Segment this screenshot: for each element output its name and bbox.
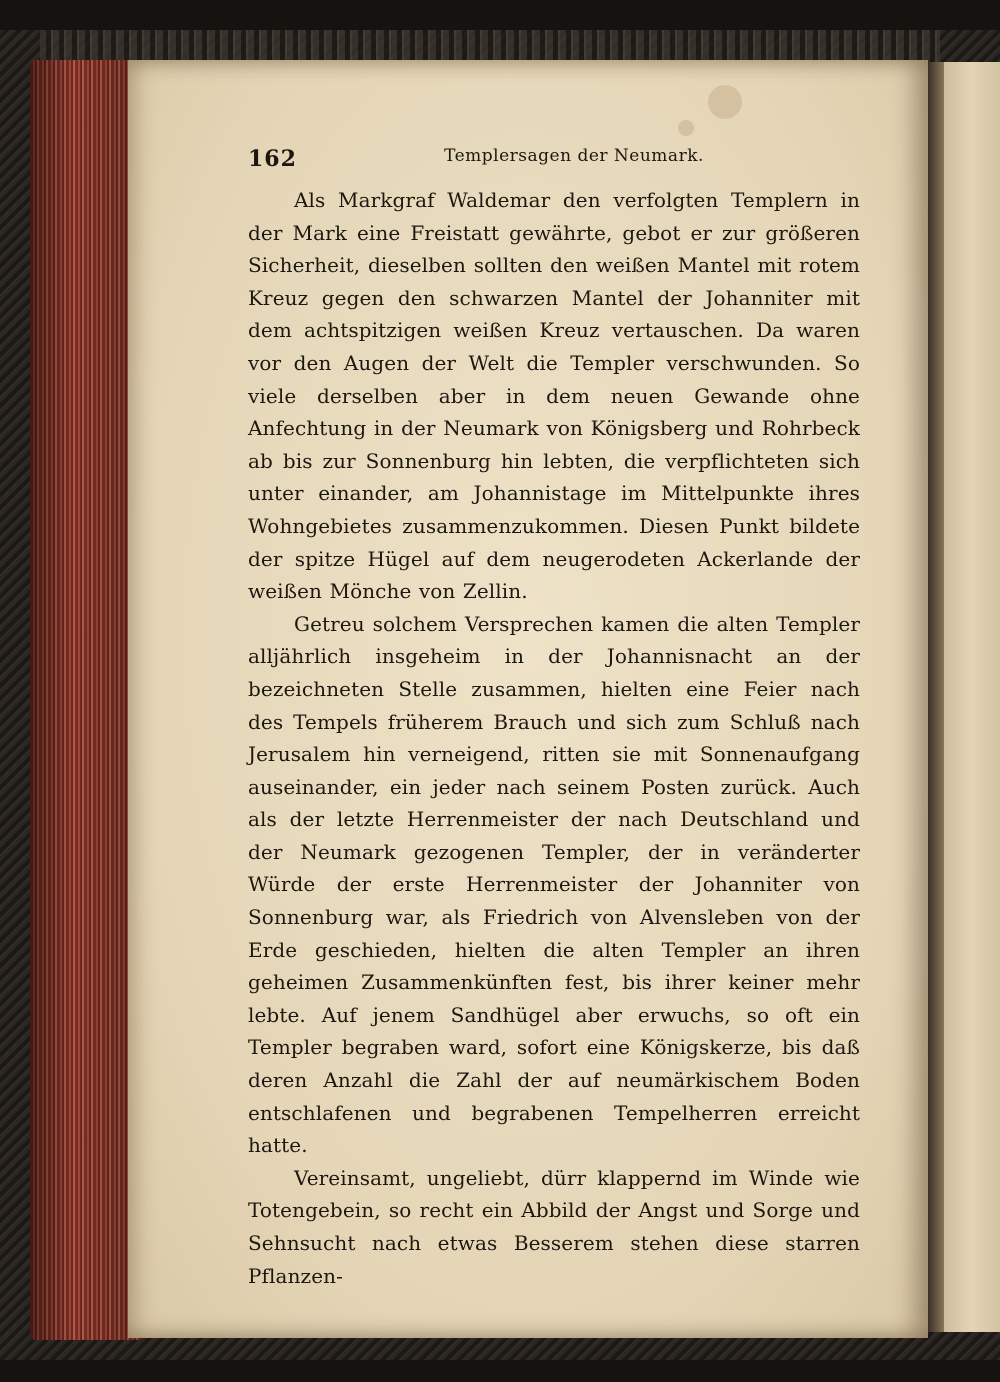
- paragraph: Vereinsamt, ungeliebt, dürr klappernd im Winde wie Totengebein, so recht ein Abbild der Angst und Sorge und Sehnsucht nach etwas Besserem stehen diese starren Pflanzen-: [248, 1165, 860, 1288]
- page-stain: [708, 85, 742, 119]
- paragraph: Getreu solchem Versprechen kamen die alten Templer alljährlich insgeheim in der Johannisnacht an der bezeichneten Stelle zusammen, hielten eine Feier nach des Tempels früherem Brauch und sich zum Schluß nach Jerusalem hin verneigend, ritten sie mit Sonnenaufgang auseinander, ein jeder nach seinem Posten zurück. Auch als der letzte Herrenmeister der nach Deutschland und der Neumark gezogenen Templer, der in veränderter Würde der erste Herrenmeister der Johanniter von Sonnenburg war, als Friedrich von Alvensleben von der Erde geschieden, hielten die alten Templer an ihren geheimen Zusammenkünften fest, bis ihrer keiner mehr lebte. Auf jenem Sandhügel aber erwuchs, so oft ein Templer begraben ward, sofort eine Königskerze, bis daß deren Anzahl die Zahl der auf neumärkischem Boden entschlafenen und begrabenen Tempelherren erreicht hatte.: [248, 611, 860, 1158]
- running-title: Templersagen der Neumark.: [444, 146, 704, 166]
- page-edges-shadow: [30, 60, 140, 1340]
- book-spine-texture: [40, 30, 940, 62]
- page-header: [248, 140, 860, 184]
- text-block: [248, 140, 860, 1292]
- page-number: 162: [248, 146, 297, 172]
- paragraph: Als Markgraf Waldemar den verfolgten Templern in der Mark eine Freistatt gewährte, gebot er zur größeren Sicherheit, dieselben sollten den weißen Mantel mit rotem Kreuz gegen den schwarzen Mantel der Johanniter mit dem achtspitzigen weißen Kreuz vertauschen. Da waren vor den Augen der Welt die Templer verschwunden. So viele derselben aber in dem neuen Gewande ohne Anfechtung in der Neumark von Königsberg und Rohrbeck ab bis zur Sonnenburg hin lebten, die verpflichteten sich unter einander, am Johannistage im Mittelpunkte ihres Wohngebietes zusammenzukommen. Diesen Punkt bildete der spitze Hügel auf dem neugerodeten Ackerlande der weißen Mönche von Zellin.: [248, 188, 860, 604]
- book-gutter: [928, 62, 944, 1332]
- page-stain: [678, 120, 694, 136]
